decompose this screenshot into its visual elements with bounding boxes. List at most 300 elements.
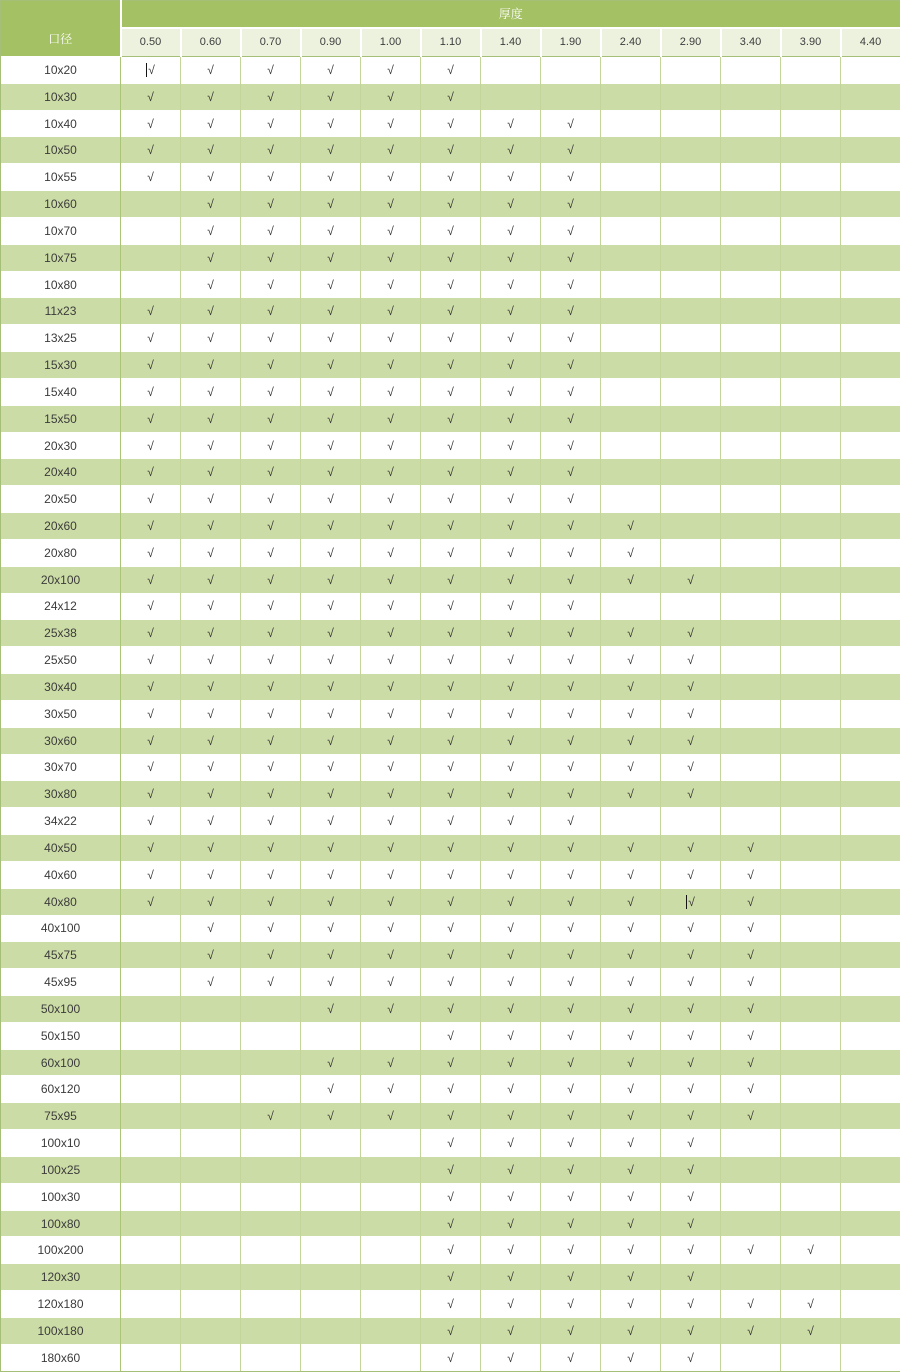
thickness-value-header[interactable]: 0.90	[301, 28, 361, 57]
availability-cell[interactable]	[541, 352, 601, 379]
availability-cell[interactable]	[721, 513, 781, 540]
availability-cell[interactable]	[181, 1237, 241, 1264]
thickness-value-header[interactable]: 4.40	[841, 28, 900, 57]
availability-cell[interactable]	[781, 432, 841, 459]
availability-cell[interactable]	[301, 700, 361, 727]
availability-cell[interactable]	[721, 835, 781, 862]
availability-cell[interactable]	[661, 915, 721, 942]
availability-cell[interactable]	[481, 325, 541, 352]
availability-cell[interactable]	[421, 539, 481, 566]
availability-cell[interactable]	[241, 727, 301, 754]
availability-cell[interactable]	[841, 191, 900, 218]
thickness-value-header[interactable]: 1.00	[361, 28, 421, 57]
availability-cell[interactable]	[241, 1103, 301, 1130]
availability-cell[interactable]	[301, 1049, 361, 1076]
availability-cell[interactable]	[481, 1049, 541, 1076]
availability-cell[interactable]	[181, 995, 241, 1022]
availability-cell[interactable]	[361, 915, 421, 942]
caliber-cell[interactable]: 100x25	[1, 1156, 121, 1183]
availability-cell[interactable]	[781, 271, 841, 298]
caliber-cell[interactable]: 30x40	[1, 674, 121, 701]
availability-cell[interactable]	[421, 325, 481, 352]
availability-cell[interactable]	[181, 513, 241, 540]
availability-cell[interactable]	[421, 727, 481, 754]
availability-cell[interactable]	[181, 647, 241, 674]
availability-cell[interactable]	[721, 352, 781, 379]
availability-cell[interactable]	[421, 1076, 481, 1103]
availability-cell[interactable]	[661, 486, 721, 513]
caliber-cell[interactable]: 20x60	[1, 513, 121, 540]
availability-cell[interactable]	[841, 1183, 900, 1210]
availability-cell[interactable]	[121, 57, 181, 84]
availability-cell[interactable]	[421, 888, 481, 915]
availability-cell[interactable]	[541, 1076, 601, 1103]
availability-cell[interactable]	[481, 674, 541, 701]
availability-cell[interactable]	[781, 1022, 841, 1049]
availability-cell[interactable]	[781, 593, 841, 620]
availability-cell[interactable]	[721, 593, 781, 620]
caliber-cell[interactable]: 20x40	[1, 459, 121, 486]
availability-cell[interactable]	[541, 1317, 601, 1344]
availability-cell[interactable]	[541, 1022, 601, 1049]
availability-cell[interactable]	[541, 271, 601, 298]
availability-cell[interactable]	[721, 405, 781, 432]
availability-cell[interactable]	[421, 1130, 481, 1157]
availability-cell[interactable]	[121, 325, 181, 352]
availability-cell[interactable]	[361, 1076, 421, 1103]
availability-cell[interactable]	[601, 57, 661, 84]
availability-cell[interactable]	[721, 1317, 781, 1344]
availability-cell[interactable]	[481, 1237, 541, 1264]
availability-cell[interactable]	[481, 888, 541, 915]
availability-cell[interactable]	[721, 271, 781, 298]
availability-cell[interactable]	[241, 271, 301, 298]
availability-cell[interactable]	[301, 164, 361, 191]
availability-cell[interactable]	[841, 57, 900, 84]
availability-cell[interactable]	[841, 915, 900, 942]
caliber-cell[interactable]: 30x60	[1, 727, 121, 754]
availability-cell[interactable]	[721, 566, 781, 593]
thickness-group-header-cell[interactable]: 厚度	[121, 1, 900, 28]
availability-cell[interactable]	[601, 1264, 661, 1291]
caliber-cell[interactable]: 11x23	[1, 298, 121, 325]
availability-cell[interactable]	[661, 1317, 721, 1344]
availability-cell[interactable]	[421, 861, 481, 888]
availability-cell[interactable]	[241, 1210, 301, 1237]
availability-cell[interactable]	[301, 942, 361, 969]
availability-cell[interactable]	[301, 861, 361, 888]
availability-cell[interactable]	[541, 995, 601, 1022]
availability-cell[interactable]	[121, 83, 181, 110]
availability-cell[interactable]	[301, 915, 361, 942]
availability-cell[interactable]	[661, 861, 721, 888]
availability-cell[interactable]	[301, 110, 361, 137]
availability-cell[interactable]	[481, 593, 541, 620]
availability-cell[interactable]	[781, 861, 841, 888]
availability-cell[interactable]	[601, 1049, 661, 1076]
availability-cell[interactable]	[241, 191, 301, 218]
availability-cell[interactable]	[661, 1022, 721, 1049]
caliber-cell[interactable]: 75x95	[1, 1103, 121, 1130]
availability-cell[interactable]	[361, 244, 421, 271]
availability-cell[interactable]	[661, 781, 721, 808]
caliber-cell[interactable]: 30x80	[1, 781, 121, 808]
availability-cell[interactable]	[661, 1076, 721, 1103]
availability-cell[interactable]	[181, 217, 241, 244]
availability-cell[interactable]	[121, 513, 181, 540]
availability-cell[interactable]	[361, 1049, 421, 1076]
caliber-cell[interactable]: 100x180	[1, 1317, 121, 1344]
availability-cell[interactable]	[421, 808, 481, 835]
availability-cell[interactable]	[121, 1291, 181, 1318]
caliber-cell[interactable]: 100x80	[1, 1210, 121, 1237]
availability-cell[interactable]	[361, 1130, 421, 1157]
availability-cell[interactable]	[721, 781, 781, 808]
availability-cell[interactable]	[781, 83, 841, 110]
availability-cell[interactable]	[241, 1317, 301, 1344]
availability-cell[interactable]	[361, 942, 421, 969]
availability-cell[interactable]	[121, 1103, 181, 1130]
availability-cell[interactable]	[421, 486, 481, 513]
availability-cell[interactable]	[301, 566, 361, 593]
availability-cell[interactable]	[601, 674, 661, 701]
availability-cell[interactable]	[361, 674, 421, 701]
availability-cell[interactable]	[601, 164, 661, 191]
availability-cell[interactable]	[601, 378, 661, 405]
availability-cell[interactable]	[661, 244, 721, 271]
availability-cell[interactable]	[721, 1291, 781, 1318]
availability-cell[interactable]	[241, 298, 301, 325]
availability-cell[interactable]	[361, 83, 421, 110]
caliber-cell[interactable]: 30x50	[1, 700, 121, 727]
availability-cell[interactable]	[121, 969, 181, 996]
availability-cell[interactable]	[481, 781, 541, 808]
availability-cell[interactable]	[601, 1344, 661, 1371]
availability-cell[interactable]	[181, 191, 241, 218]
availability-cell[interactable]	[841, 942, 900, 969]
availability-cell[interactable]	[481, 808, 541, 835]
availability-cell[interactable]	[361, 432, 421, 459]
availability-cell[interactable]	[361, 700, 421, 727]
availability-cell[interactable]	[661, 57, 721, 84]
thickness-value-header[interactable]: 2.90	[661, 28, 721, 57]
availability-cell[interactable]	[541, 1344, 601, 1371]
availability-cell[interactable]	[181, 915, 241, 942]
availability-cell[interactable]	[721, 459, 781, 486]
availability-cell[interactable]	[301, 754, 361, 781]
availability-cell[interactable]	[121, 647, 181, 674]
availability-cell[interactable]	[541, 1103, 601, 1130]
availability-cell[interactable]	[781, 459, 841, 486]
availability-cell[interactable]	[421, 700, 481, 727]
availability-cell[interactable]	[181, 1210, 241, 1237]
availability-cell[interactable]	[241, 1344, 301, 1371]
availability-cell[interactable]	[181, 1130, 241, 1157]
thickness-value-header[interactable]: 0.70	[241, 28, 301, 57]
availability-cell[interactable]	[241, 647, 301, 674]
availability-cell[interactable]	[241, 1291, 301, 1318]
availability-cell[interactable]	[541, 164, 601, 191]
availability-cell[interactable]	[661, 1344, 721, 1371]
availability-cell[interactable]	[301, 378, 361, 405]
availability-cell[interactable]	[181, 942, 241, 969]
availability-cell[interactable]	[781, 1130, 841, 1157]
availability-cell[interactable]	[601, 754, 661, 781]
availability-cell[interactable]	[661, 888, 721, 915]
availability-cell[interactable]	[421, 969, 481, 996]
availability-cell[interactable]	[841, 459, 900, 486]
availability-cell[interactable]	[121, 1049, 181, 1076]
availability-cell[interactable]	[301, 513, 361, 540]
availability-cell[interactable]	[601, 191, 661, 218]
availability-cell[interactable]	[601, 83, 661, 110]
availability-cell[interactable]	[841, 1103, 900, 1130]
availability-cell[interactable]	[661, 513, 721, 540]
availability-cell[interactable]	[181, 1156, 241, 1183]
availability-cell[interactable]	[421, 459, 481, 486]
availability-cell[interactable]	[241, 1183, 301, 1210]
caliber-cell[interactable]: 40x80	[1, 888, 121, 915]
availability-cell[interactable]	[781, 647, 841, 674]
availability-cell[interactable]	[241, 1130, 301, 1157]
availability-cell[interactable]	[841, 888, 900, 915]
availability-cell[interactable]	[841, 513, 900, 540]
availability-cell[interactable]	[781, 244, 841, 271]
availability-cell[interactable]	[241, 969, 301, 996]
availability-cell[interactable]	[421, 781, 481, 808]
availability-cell[interactable]	[421, 1103, 481, 1130]
availability-cell[interactable]	[661, 1049, 721, 1076]
availability-cell[interactable]	[841, 754, 900, 781]
availability-cell[interactable]	[121, 1183, 181, 1210]
availability-cell[interactable]	[421, 352, 481, 379]
availability-cell[interactable]	[121, 593, 181, 620]
availability-cell[interactable]	[481, 969, 541, 996]
availability-cell[interactable]	[241, 593, 301, 620]
availability-cell[interactable]	[241, 110, 301, 137]
thickness-value-header[interactable]: 3.90	[781, 28, 841, 57]
availability-cell[interactable]	[361, 325, 421, 352]
availability-cell[interactable]	[841, 674, 900, 701]
availability-cell[interactable]	[721, 137, 781, 164]
availability-cell[interactable]	[241, 1022, 301, 1049]
availability-cell[interactable]	[541, 1291, 601, 1318]
availability-cell[interactable]	[541, 1049, 601, 1076]
availability-cell[interactable]	[121, 861, 181, 888]
availability-cell[interactable]	[241, 352, 301, 379]
availability-cell[interactable]	[241, 459, 301, 486]
availability-cell[interactable]	[181, 1103, 241, 1130]
availability-cell[interactable]	[301, 432, 361, 459]
availability-cell[interactable]	[121, 781, 181, 808]
availability-cell[interactable]	[721, 83, 781, 110]
availability-cell[interactable]	[601, 915, 661, 942]
availability-cell[interactable]	[541, 647, 601, 674]
availability-cell[interactable]	[241, 539, 301, 566]
caliber-cell[interactable]: 34x22	[1, 808, 121, 835]
availability-cell[interactable]	[601, 835, 661, 862]
availability-cell[interactable]	[421, 513, 481, 540]
availability-cell[interactable]	[541, 539, 601, 566]
availability-cell[interactable]	[361, 566, 421, 593]
availability-cell[interactable]	[241, 835, 301, 862]
availability-cell[interactable]	[601, 432, 661, 459]
availability-cell[interactable]	[361, 459, 421, 486]
availability-cell[interactable]	[121, 888, 181, 915]
availability-cell[interactable]	[841, 110, 900, 137]
availability-cell[interactable]	[721, 298, 781, 325]
availability-cell[interactable]	[781, 942, 841, 969]
availability-cell[interactable]	[841, 271, 900, 298]
availability-cell[interactable]	[301, 57, 361, 84]
availability-cell[interactable]	[781, 808, 841, 835]
availability-cell[interactable]	[841, 1344, 900, 1371]
availability-cell[interactable]	[841, 1049, 900, 1076]
availability-cell[interactable]	[241, 1156, 301, 1183]
availability-cell[interactable]	[781, 486, 841, 513]
availability-cell[interactable]	[661, 1130, 721, 1157]
availability-cell[interactable]	[121, 620, 181, 647]
availability-cell[interactable]	[721, 1022, 781, 1049]
availability-cell[interactable]	[721, 244, 781, 271]
availability-cell[interactable]	[721, 969, 781, 996]
availability-cell[interactable]	[241, 1237, 301, 1264]
availability-cell[interactable]	[541, 191, 601, 218]
availability-cell[interactable]	[181, 137, 241, 164]
availability-cell[interactable]	[481, 405, 541, 432]
availability-cell[interactable]	[841, 808, 900, 835]
availability-cell[interactable]	[301, 888, 361, 915]
availability-cell[interactable]	[361, 164, 421, 191]
availability-cell[interactable]	[481, 1076, 541, 1103]
availability-cell[interactable]	[721, 57, 781, 84]
availability-cell[interactable]	[601, 325, 661, 352]
availability-cell[interactable]	[721, 539, 781, 566]
availability-cell[interactable]	[841, 1291, 900, 1318]
availability-cell[interactable]	[661, 1183, 721, 1210]
availability-cell[interactable]	[481, 754, 541, 781]
availability-cell[interactable]	[661, 647, 721, 674]
caliber-cell[interactable]: 15x40	[1, 378, 121, 405]
availability-cell[interactable]	[781, 352, 841, 379]
availability-cell[interactable]	[661, 942, 721, 969]
availability-cell[interactable]	[421, 298, 481, 325]
availability-cell[interactable]	[841, 1210, 900, 1237]
availability-cell[interactable]	[241, 1264, 301, 1291]
availability-cell[interactable]	[121, 1130, 181, 1157]
availability-cell[interactable]	[541, 1237, 601, 1264]
availability-cell[interactable]	[301, 298, 361, 325]
availability-cell[interactable]	[361, 754, 421, 781]
availability-cell[interactable]	[241, 781, 301, 808]
availability-cell[interactable]	[721, 1344, 781, 1371]
availability-cell[interactable]	[841, 969, 900, 996]
availability-cell[interactable]	[421, 674, 481, 701]
availability-cell[interactable]	[481, 620, 541, 647]
availability-cell[interactable]	[541, 915, 601, 942]
availability-cell[interactable]	[301, 620, 361, 647]
availability-cell[interactable]	[361, 378, 421, 405]
availability-cell[interactable]	[121, 1237, 181, 1264]
availability-cell[interactable]	[541, 486, 601, 513]
availability-cell[interactable]	[661, 995, 721, 1022]
availability-cell[interactable]	[721, 217, 781, 244]
availability-cell[interactable]	[541, 888, 601, 915]
availability-cell[interactable]	[121, 727, 181, 754]
availability-cell[interactable]	[121, 808, 181, 835]
availability-cell[interactable]	[301, 1210, 361, 1237]
availability-cell[interactable]	[361, 861, 421, 888]
availability-cell[interactable]	[661, 1237, 721, 1264]
availability-cell[interactable]	[661, 835, 721, 862]
availability-cell[interactable]	[181, 486, 241, 513]
availability-cell[interactable]	[541, 83, 601, 110]
availability-cell[interactable]	[541, 674, 601, 701]
availability-cell[interactable]	[421, 754, 481, 781]
availability-cell[interactable]	[121, 1344, 181, 1371]
availability-cell[interactable]	[421, 1237, 481, 1264]
availability-cell[interactable]	[601, 1237, 661, 1264]
availability-cell[interactable]	[121, 915, 181, 942]
availability-cell[interactable]	[361, 486, 421, 513]
availability-cell[interactable]	[421, 1022, 481, 1049]
availability-cell[interactable]	[301, 808, 361, 835]
availability-cell[interactable]	[181, 432, 241, 459]
availability-cell[interactable]	[481, 378, 541, 405]
availability-cell[interactable]	[781, 513, 841, 540]
availability-cell[interactable]	[361, 1103, 421, 1130]
availability-cell[interactable]	[361, 1344, 421, 1371]
availability-cell[interactable]	[181, 1317, 241, 1344]
availability-cell[interactable]	[481, 83, 541, 110]
availability-cell[interactable]	[181, 1291, 241, 1318]
availability-cell[interactable]	[241, 861, 301, 888]
availability-cell[interactable]	[541, 1210, 601, 1237]
availability-cell[interactable]	[481, 1317, 541, 1344]
availability-cell[interactable]	[241, 405, 301, 432]
availability-cell[interactable]	[421, 164, 481, 191]
availability-cell[interactable]	[361, 727, 421, 754]
caliber-cell[interactable]: 25x38	[1, 620, 121, 647]
availability-cell[interactable]	[181, 969, 241, 996]
availability-cell[interactable]	[661, 432, 721, 459]
availability-cell[interactable]	[661, 1291, 721, 1318]
availability-cell[interactable]	[541, 325, 601, 352]
availability-cell[interactable]	[301, 674, 361, 701]
availability-cell[interactable]	[601, 969, 661, 996]
availability-cell[interactable]	[181, 378, 241, 405]
availability-cell[interactable]	[481, 539, 541, 566]
availability-cell[interactable]	[421, 217, 481, 244]
availability-cell[interactable]	[241, 995, 301, 1022]
availability-cell[interactable]	[841, 593, 900, 620]
caliber-cell[interactable]: 10x60	[1, 191, 121, 218]
availability-cell[interactable]	[361, 1317, 421, 1344]
availability-cell[interactable]	[361, 513, 421, 540]
availability-cell[interactable]	[301, 244, 361, 271]
availability-cell[interactable]	[181, 83, 241, 110]
availability-cell[interactable]	[841, 727, 900, 754]
availability-cell[interactable]	[361, 888, 421, 915]
availability-cell[interactable]	[301, 271, 361, 298]
availability-cell[interactable]	[481, 1103, 541, 1130]
availability-cell[interactable]	[121, 459, 181, 486]
availability-cell[interactable]	[601, 352, 661, 379]
availability-cell[interactable]	[481, 486, 541, 513]
availability-cell[interactable]	[601, 647, 661, 674]
caliber-cell[interactable]: 10x20	[1, 57, 121, 84]
caliber-cell[interactable]: 100x10	[1, 1130, 121, 1157]
